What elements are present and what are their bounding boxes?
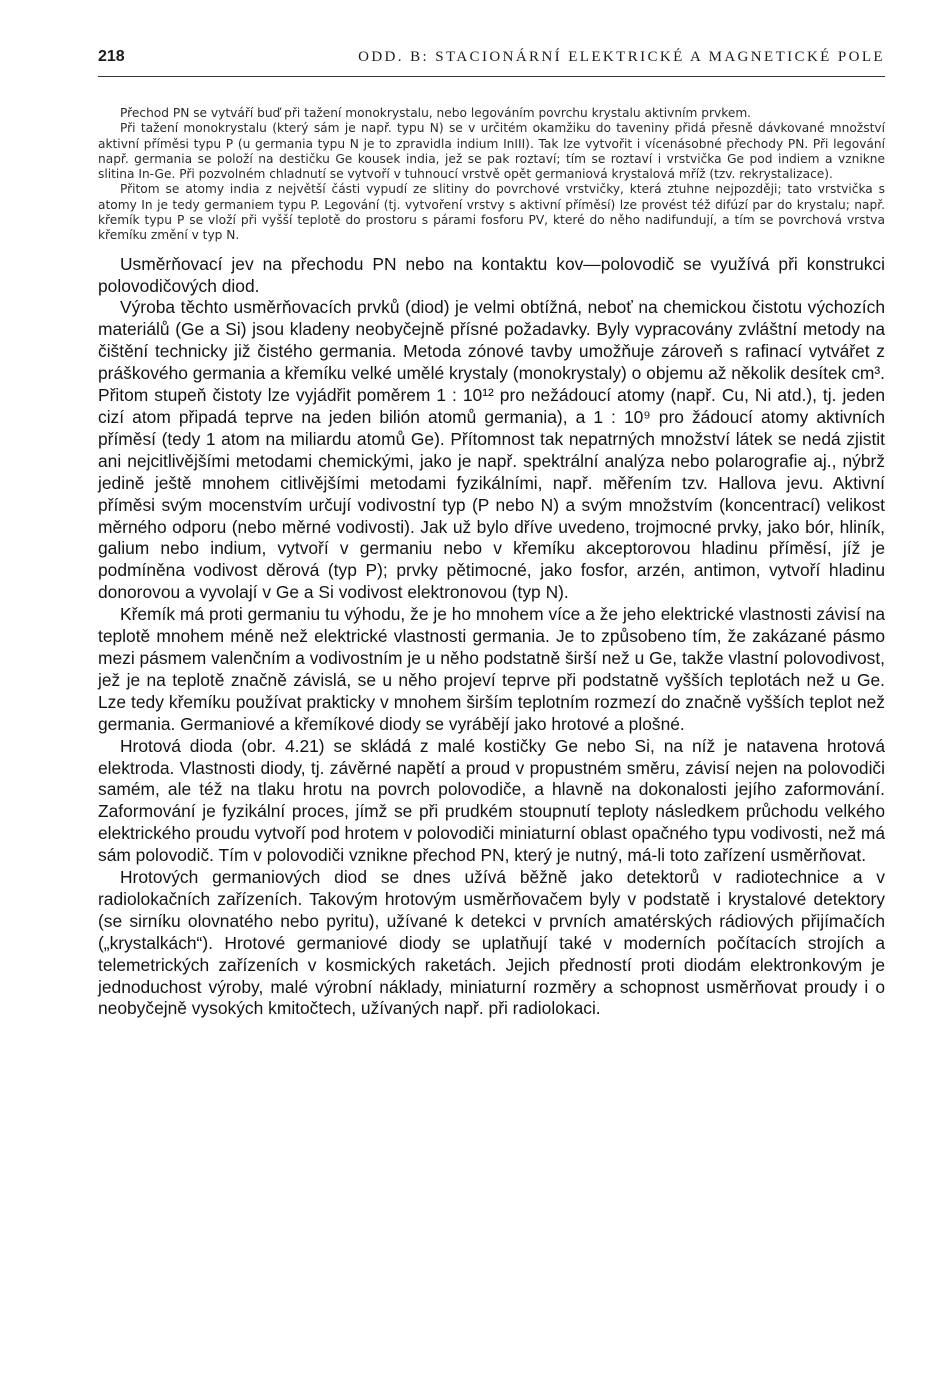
small-paragraph: Přitom se atomy india z největší části vypudí ze slitiny do povrchové vrstvičky, která ztuhne nejpozději; tato vrstvička s atomy In je tedy germaniem typu P. Legování (tj. vytvoření vrstvy s aktivní příměsí) lze provést též difúzí par do krystalu; např. křemík typu P se vloží při vyšší teplotě do prostoru s párami fosforu PV, které do něho nadifundují, a tím se povrchová vrstva křemíku změní v typ N. [98,182,885,243]
small-paragraph: Přechod PN se vytváří buď při tažení monokrystalu, nebo legováním povrchu krystalu aktivním prvkem. [120,106,752,120]
running-head: ODD. B: STACIONÁRNÍ ELEKTRICKÉ A MAGNETICKÉ POLE [358,49,885,65]
page-header [98,48,885,77]
main-text-block [98,254,885,1021]
page-number: 218 [98,48,125,65]
body-paragraph: Křemík má proti germaniu tu výhodu, že je ho mnohem více a že jeho elektrické vlastnosti závisí na teplotě mnohem méně než elektrické vlastnosti germania. Je to způsobeno tím, že zakázané pásmo mezi pásmem valenčním a vodivostním je u něho podstatně širší než u Ge, takže vlastní polovodivost, jež je na teplotě značně závislá, se u něho projeví teprve při podstatně vyšších teplotách než u Ge. Lze tedy křemíku používat prakticky v mnohem širším teplotním rozmezí do značně vyšších teplot než germania. Germaniové a křemíkové diody se vyrábějí jako hrotové a plošné. [98,604,885,734]
body-paragraph: Hrotových germaniových diod se dnes užívá běžně jako detektorů v radiotechnice a v radiolokačních zařízeních. Takovým hrotovým usměrňovačem byly v podstatě i krystalové detektory (se sirníku olovnatého nebo pyritu), užívané k detekci v prvních amatérských rádiových přijímačích („krystalkách“). Hrotové germaniové diody se uplatňují také v moderních počítacích strojích a telemetrických zařízeních v kosmických raketách. Jejich předností proti diodám elektronkovým je jednoduchost výroby, malé výrobní náklady, miniaturní rozměry a schopnost usměrňovat proudy i o neobyčejně vysokých kmitočtech, užívaných např. při radiolokaci. [98,867,885,1019]
small-print-block [98,106,885,244]
body-paragraph: Výroba těchto usměrňovacích prvků (diod) je velmi obtížná, neboť na chemickou čistotu výchozích materiálů (Ge a Si) jsou kladeny neobyčejně přísné požadavky. Byly vypracovány zvláštní metody na čištění technicky již čistého germania. Metoda zónové tavby umožňuje zároveň s rafinací vytvářet z práškového germania a křemíku velké umělé krystaly (monokrystaly) o objemu až několik desítek cm³. Přitom stupeň čistoty lze vyjádřit poměrem 1 : 10¹² pro nežádoucí atomy (např. Cu, Ni atd.), tj. jeden cizí atom připadá teprve na jeden bilión atomů germania), a 1 : 10⁹ pro žádoucí atomy aktivních příměsí (tedy 1 atom na miliardu atomů Ge). Přítomnost tak nepatrných množství látek se nedá zjistit ani nejcitlivějšími metodami chemickými, jako je např. spektrální analýza nebo polarografie aj., nýbrž jedině ještě mnohem citlivějšími metodami fyzikálními, např. měřením tzv. Hallova jevu. Aktivní příměsi svým mocenstvím určují vodivostní typ (P nebo N) a svým množstvím (koncentrací) velikost měrného odporu (nebo měrné vodivosti). Jak už bylo dříve uvedeno, trojmocné prvky, jako bór, hliník, galium nebo indium, vytvoří v germaniu nebo v křemíku akceptorovou hladinu příměsí, jíž je podmíněna vodivost děrová (typ P); prvky pětimocné, jako fosfor, arzén, antimon, vytvoří hladinu donorovou a vyvolají v Ge a Si vodivost elektronovou (typ N). [98,297,885,603]
body-paragraph: Usměrňovací jev na přechodu PN nebo na kontaktu kov—polovodič se využívá při konstrukci polovodičových diod. [98,253,885,296]
small-paragraph: Při tažení monokrystalu (který sám je např. typu N) se v určitém okamžiku do taveniny přidá přesně dávkované množství aktivní příměsi typu P (u germania typu N je to zpravidla indium InIII). Tak lze vytvořit i vícenásobné přechody PN. Při legování např. germania se položí na destičku Ge kousek india, jež se pak roztaví; tím se roztaví i vrstvička Ge pod indiem a vznikne slitina In-Ge. Při pozvolném chladnutí se vytvoří v tuhnoucí vrstvě opět germaniová krystalová mříž (tzv. rekrystalizace). [98,121,885,182]
book-page [98,48,885,1020]
body-paragraph: Hrotová dioda (obr. 4.21) se skládá z malé kostičky Ge nebo Si, na níž je natavena hrotová elektroda. Vlastnosti diody, tj. závěrné napětí a proud v propustném směru, závisí nejen na polovodiči samém, ale též na tlaku hrotu na povrch polovodiče, a hlavně na dokonalosti jejího zaformování. Zaformování je fyzikální proces, jímž se při prudkém stoupnutí teploty následkem průchodu velkého elektrického proudu vytvoří pod hrotem v polovodiči miniaturní oblast opačného typu vodivosti, než má sám polovodič. Tím v polovodiči vznikne přechod PN, který je nutný, má-li toto zařízení usměrňovat. [98,735,885,866]
